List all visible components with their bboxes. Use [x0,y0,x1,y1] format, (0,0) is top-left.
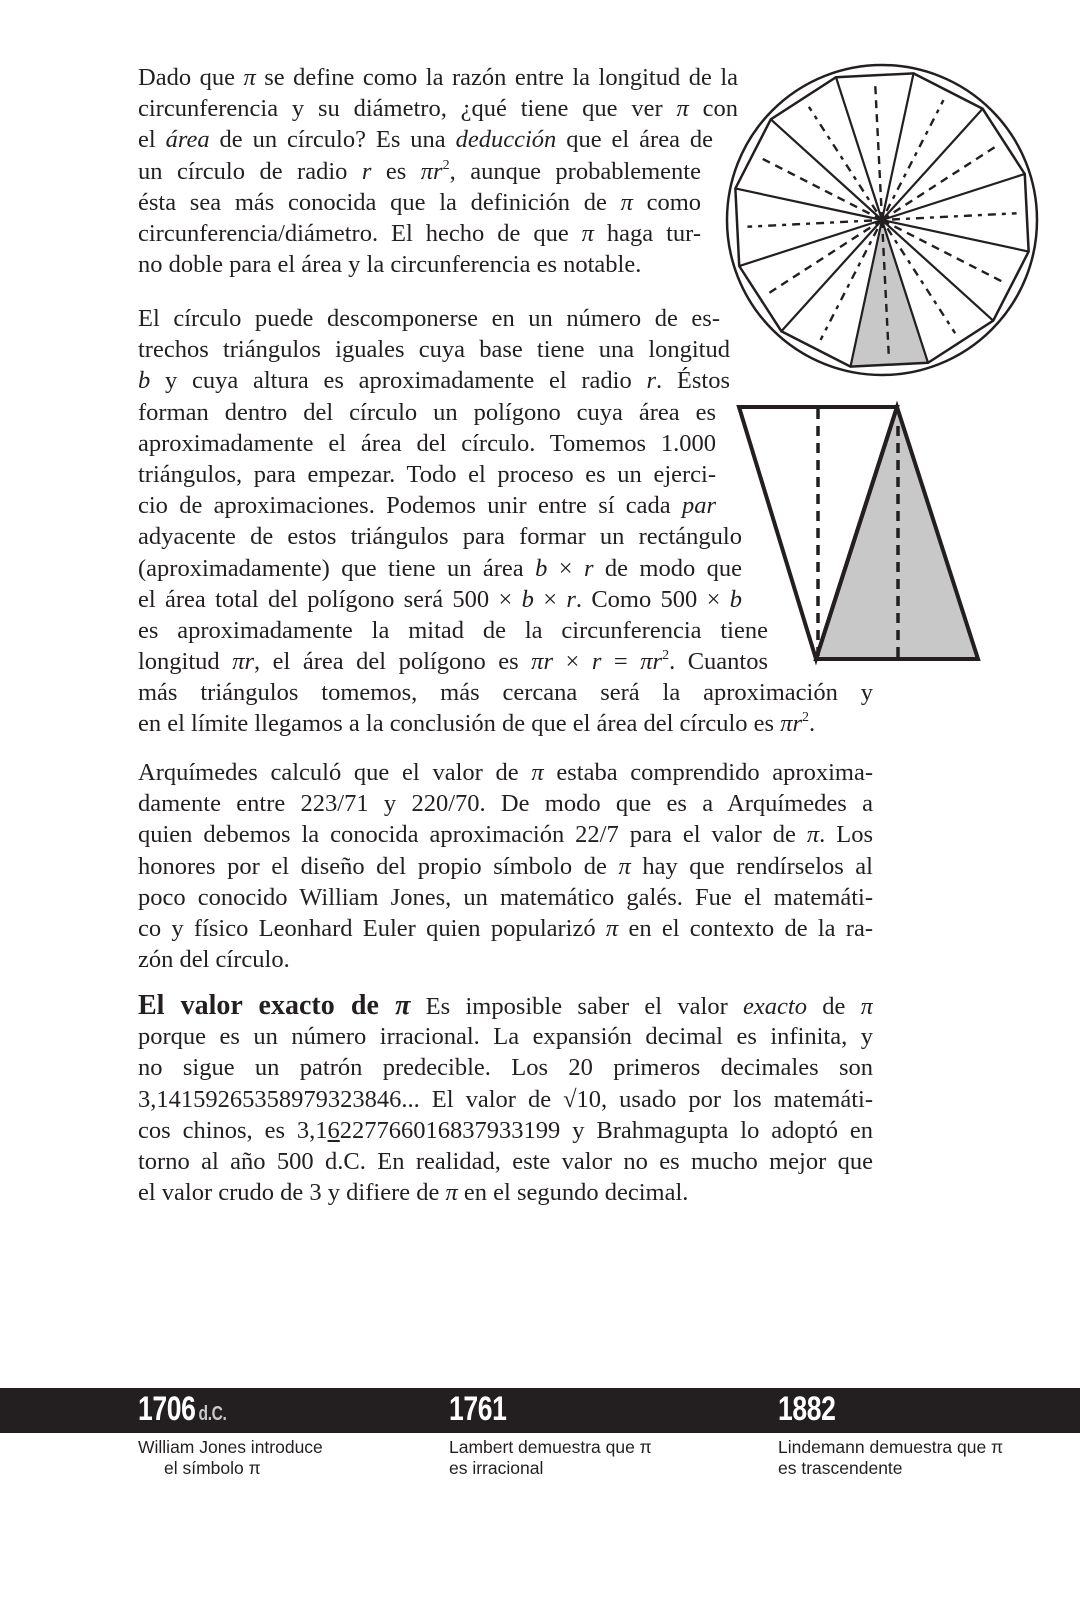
text-run: honores por el diseño del propio símbolo de [138,852,619,880]
italic-run: r [361,157,372,185]
text-run: de modo que [593,554,742,582]
text-line [138,459,716,490]
text-line [138,1177,873,1208]
italic-run: b [521,585,534,613]
text-run: adyacente de estos triángulos para formar un rectángulo [138,523,742,551]
text-run: hay que rendírselos al [630,852,873,880]
paragraph-exact-value [138,990,873,1208]
radius-line [882,73,914,220]
text-run: que el área de [556,126,713,154]
text-run: quien debemos la conocida aproximación 22/7 para el valor de [138,821,807,849]
italic-run: r [591,648,602,676]
text-line [138,490,716,521]
text-line [138,249,701,280]
italic-run: π [618,852,631,880]
italic-run: π [581,219,594,247]
text-line [138,397,716,428]
text-run: . Éstos [656,367,730,395]
italic-run: πr [420,157,443,185]
italic-run: πr [531,648,553,676]
italic-run: πr [780,710,803,738]
text-line [138,187,701,218]
timeline-caption-3 [778,1437,1003,1479]
italic-run: deducción [455,126,557,154]
timeline-caption-1 [138,1437,323,1479]
italic-run: π [806,821,820,849]
text-line [138,553,742,584]
center-point [879,217,885,223]
text-line [138,819,873,850]
text-run: en el límite llegamos a la conclusión de que el área del círculo es [138,710,781,738]
text-line [138,615,768,646]
section-heading: El valor exacto de [138,990,396,1021]
text-line [138,428,716,459]
triangle-pair-diagram [730,398,990,668]
text-run: ésta sea más conocida que la definición de [138,188,621,216]
text-run: (aproximadamente) que tiene un área [138,554,536,582]
text-run: . Cuantos [669,648,768,676]
text-run: haga tur- [593,219,701,247]
text-line [138,990,873,1021]
caption-line: Lambert demuestra que π [449,1437,652,1457]
text-line [138,303,720,334]
underlined-digit: 6 [327,1116,340,1144]
text-run: co y físico Leonhard Euler quien popularizó [138,914,606,942]
text-line [138,1084,873,1115]
text-run: no doble para el área y la circunferencia es notable. [138,251,642,279]
text-line [138,1115,873,1146]
italic-run: π [531,759,544,786]
text-run: forman dentro del círculo un polígono cuya área es [138,398,716,426]
timeline-year-3 [778,1390,835,1429]
year-label: 1706 [138,1390,196,1428]
superscript: 2 [442,157,450,173]
text-run: torno al año 500 d.C. En realidad, este valor no es mucho mejor que [138,1147,873,1175]
paragraph-archimedes [138,757,873,975]
section-heading-pi: π [395,990,411,1021]
text-line [138,757,873,788]
text-run: damente entre 223/71 y 220/70. De modo que es a Arquímedes a [138,790,873,818]
text-line [138,851,873,882]
text-run: estaba comprendido aproxima- [543,759,873,786]
text-line [138,788,873,819]
text-run: porque es un número irracional. La expansión decimal es infinita, y [138,1023,873,1051]
text-run: Es imposible saber el valor [410,993,744,1020]
text-line [138,521,742,552]
italic-run: πr [640,648,663,676]
text-run: el valor crudo de 3 y difiere de [138,1179,446,1207]
italic-run: π [676,95,689,123]
italic-run: π [243,64,256,91]
caption-line: es trascendente [778,1458,903,1478]
text-line [138,646,768,677]
italic-run: b [729,585,742,613]
era-label: d.C. [198,1403,227,1425]
timeline-year-1 [138,1390,226,1429]
text-run: triángulos, para empezar. Todo el proceso es un ejerci- [138,460,716,488]
timeline-year-2 [449,1390,506,1429]
paragraph-pi-area-intro [138,62,738,280]
text-line [138,708,873,739]
italic-run: π [620,188,633,216]
radius-line [735,188,882,220]
text-run: circunferencia y su diámetro, ¿qué tiene que ver [138,95,677,123]
text-line [138,124,713,155]
text-run: de un círculo? Es una [209,126,456,154]
italic-run: r [646,367,657,395]
italic-run: área [165,126,210,154]
radius-line [882,220,1029,252]
text-run: en el contexto de la ra- [618,914,873,942]
text-run: . Como 500 × [575,585,730,613]
text-line [138,882,873,913]
text-run: más triángulos tomemos, más cercana será la aproximación y [138,679,873,707]
text-line [138,913,873,944]
year-label: 1761 [449,1390,507,1428]
caption-line: Lindemann demuestra que π [778,1437,1004,1457]
text-line [138,156,701,187]
text-line [138,1052,873,1083]
text-run: × [552,648,592,676]
text-run: y cuya altura es aproximadamente el radio [150,367,647,395]
circle-triangles-diagram [720,60,1050,385]
text-line [138,1146,873,1177]
text-run: cos chinos, es 3,1 [138,1116,328,1144]
text-run: , el área del polígono es [254,648,532,676]
italic-run: πr [232,648,255,676]
text-run: zón del círculo. [138,946,290,974]
italic-run: b [535,554,548,582]
text-run: el [138,126,166,154]
text-run: un círculo de radio [138,157,362,185]
text-run: circunferencia/diámetro. El hecho de que [138,219,582,247]
superscript: 2 [662,648,670,664]
text-run: Dado que [138,64,244,91]
year-label: 1882 [778,1390,836,1428]
text-run: = [601,648,641,676]
text-run: es aproximadamente la mitad de la circunferencia tiene [138,616,768,644]
text-run: poco conocido William Jones, un matemático galés. Fue el matemáti- [138,883,873,911]
italic-run: π [445,1179,458,1207]
text-run: × [547,554,584,582]
italic-run: r [583,554,594,582]
text-run: Arquímedes calculó que el valor de [138,759,532,786]
text-run: . Los [819,821,873,849]
text-run: 227766016837933199 y Brahmagupta lo adoptó en [339,1116,873,1144]
text-run: con [688,95,738,123]
italic-run: par [681,492,716,520]
text-line [138,218,701,249]
text-run: × [533,585,567,613]
caption-line: el símbolo π [164,1458,261,1478]
text-run: en el segundo decimal. [457,1179,689,1207]
text-line [138,944,873,975]
caption-line: William Jones introduce [138,1437,323,1457]
text-run: como [632,188,701,216]
text-line [138,677,873,708]
timeline-caption-2 [449,1437,652,1479]
text-line [138,365,730,396]
italic-run: π [860,993,873,1020]
text-run: el área total del polígono será 500 × [138,585,522,613]
italic-run: r [566,585,576,613]
text-run: , aunque probablemente [449,157,701,185]
text-line [138,334,730,365]
text-run: El círculo puede descomponerse en un número de es- [138,305,720,332]
text-run: 3,14159265358979323846... El valor de √10, usado por los matemáti- [138,1085,873,1113]
text-run: no sigue un patrón predecible. Los 20 primeros decimales son [138,1054,873,1082]
italic-run: π [605,914,619,942]
text-run: se define como la razón entre la longitud de la [255,64,738,91]
text-line [138,93,738,124]
text-run: . [809,710,816,738]
text-run: trechos triángulos iguales cuya base tiene una longitud [138,336,730,364]
text-line [138,1021,873,1052]
text-run: es [371,157,421,185]
italic-run: b [138,367,151,395]
text-run: cio de aproximaciones. Podemos unir entre sí cada [138,492,682,520]
text-run: aproximadamente el área del círculo. Tomemos 1.000 [138,429,716,457]
superscript: 2 [802,710,810,726]
italic-run: exacto [743,993,807,1020]
caption-line: es irracional [449,1458,544,1478]
text-line [138,62,738,93]
text-run: de [806,993,861,1020]
text-run: longitud [138,648,233,676]
text-line [138,584,742,615]
